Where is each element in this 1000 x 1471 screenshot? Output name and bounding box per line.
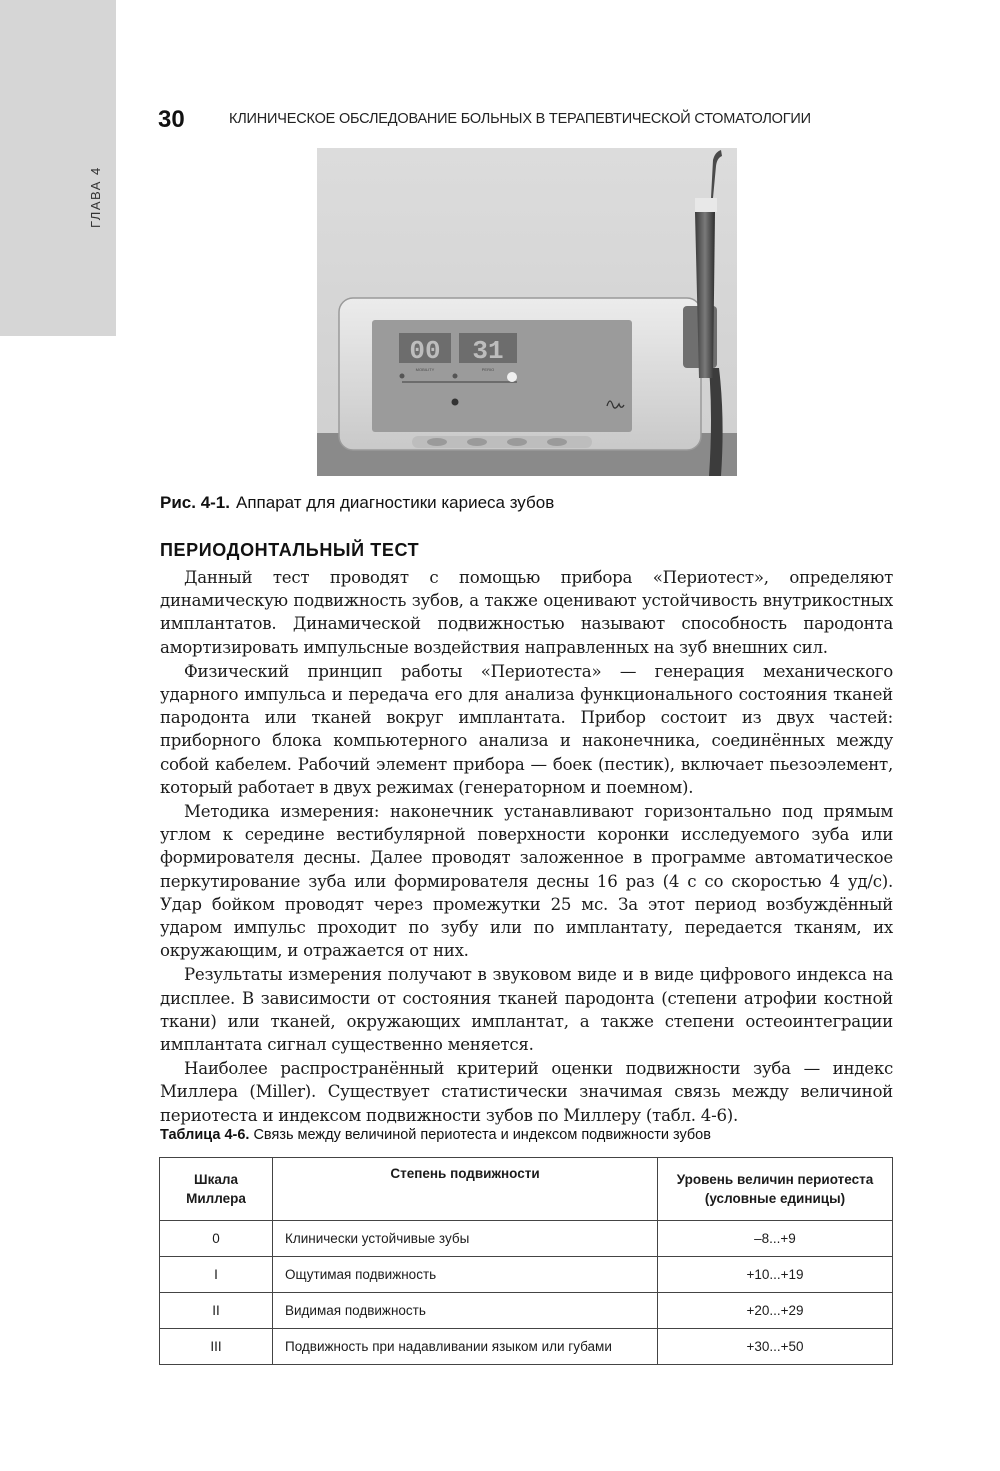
button-1 — [427, 438, 447, 446]
button-2 — [467, 438, 487, 446]
paragraph: Наиболее распространённый критерий оценки подвижности зуба — индекс Миллера (Miller). Существует статистически значимая связь между величиной периотеста и индексом подвижности зубов по Миллеру (табл. 4-6). — [160, 1059, 893, 1125]
display-left-value: 00 — [409, 336, 441, 366]
paragraph: Методика измерения: наконечник устанавливают горизонтально под прямым углом к середине вестибулярной поверхности коронки исследуемого зуба или формирователя десны. Далее проводят заложенное в программе автоматическое перкутирование зуба или формирователя десны 16 раз (4 с со скоростью 4 уд/с). Удар бойком проводят через промежутки 25 мс. За этот период возбуждённый ударом импульс проходит по зубу или по имплантату, передается тканям, их окружающим, и отражается от них. — [160, 802, 893, 961]
cell-mobility: Подвижность при надавливании языком или губами — [273, 1329, 658, 1365]
table-row — [160, 1221, 893, 1257]
cell-grade: 0 — [160, 1221, 273, 1257]
cell-mobility: Ощутимая подвижность — [273, 1257, 658, 1293]
table-caption-label: Таблица 4-6. — [160, 1127, 250, 1143]
cell-mobility: Клинически устойчивые зубы — [273, 1221, 658, 1257]
button-4 — [547, 438, 567, 446]
table-row — [160, 1257, 893, 1293]
cell-grade: III — [160, 1329, 273, 1365]
cell-grade: II — [160, 1293, 273, 1329]
led-2 — [453, 374, 458, 379]
led-1 — [400, 374, 405, 379]
header-periotest-range: Уровень величин периотеста (условные единицы) — [658, 1158, 893, 1221]
section-heading: ПЕРИОДОНТАЛЬНЫЙ ТЕСТ — [160, 540, 420, 560]
display-left-label: MOBILITY — [415, 367, 435, 372]
running-title: КЛИНИЧЕСКОЕ ОБСЛЕДОВАНИЕ БОЛЬНЫХ В ТЕРАПЕВТИЧЕСКОЙ СТОМАТОЛОГИИ — [229, 111, 811, 127]
device-photo — [317, 148, 737, 476]
table-caption — [160, 1127, 711, 1143]
paragraph: Данный тест проводят с помощью прибора «Периотест», определяют динамическую подвижность зубов, а также оценивают устойчивость внутрикостных имплантатов. Динамической подвижностью называют способность пародонта амортизировать импульсные воздействия направленных на зуб внешних сил. — [160, 568, 893, 657]
chapter-label: ГЛАВА 4 — [88, 166, 103, 228]
header-mobility-degree: Степень подвижности — [273, 1158, 658, 1221]
chapter-side-tab — [0, 0, 116, 336]
cell-range: –8...+9 — [658, 1221, 893, 1257]
miller-periotest-table — [159, 1157, 893, 1365]
handpiece-ring — [695, 198, 717, 212]
paragraph: Результаты измерения получают в звуковом виде и в виде цифрового индекса на дисплее. В зависимости от состояния тканей пародонта (степени атрофии костной ткани) или тканей, окружающих имплантат, а также степени остеоинтеграции имплантата сигнал существенно меняется. — [160, 965, 893, 1055]
display-right-value: 31 — [472, 336, 504, 366]
handpiece-cable — [709, 368, 723, 476]
table-row — [160, 1293, 893, 1329]
cell-range: +20...+29 — [658, 1293, 893, 1329]
cell-mobility: Видимая подвижность — [273, 1293, 658, 1329]
table-caption-text: Связь между величиной периотеста и индексом подвижности зубов — [253, 1127, 711, 1143]
figure-caption-text: Аппарат для диагностики кариеса зубов — [235, 493, 555, 512]
led-4 — [452, 399, 459, 406]
cell-range: +10...+19 — [658, 1257, 893, 1293]
body-text — [160, 566, 893, 1128]
paragraph: Физический принцип работы «Периотеста» — генерация механического ударного импульса и передача его для анализа функционального состояния тканей пародонта или тканей вокруг имплантата. Прибор состоит из двух частей: приборного блока компьютерного анализа и наконечника, соединённых между собой кабелем. Рабочий элемент прибора — боек (пестик), включает пьезоэлемент, который работает в двух режимах (генераторном и поемном). — [160, 661, 893, 797]
header-miller-scale: Шкала Миллера — [160, 1158, 273, 1221]
table-row — [160, 1329, 893, 1365]
cell-grade: I — [160, 1257, 273, 1293]
cell-range: +30...+50 — [658, 1329, 893, 1365]
page-number: 30 — [158, 106, 185, 133]
display-right-label: PERIO — [481, 367, 495, 372]
figure-caption — [160, 493, 554, 513]
led-3 — [507, 372, 517, 382]
figure-caption-label: Рис. 4-1. — [160, 493, 230, 512]
table-header-row — [160, 1158, 893, 1221]
button-3 — [507, 438, 527, 446]
